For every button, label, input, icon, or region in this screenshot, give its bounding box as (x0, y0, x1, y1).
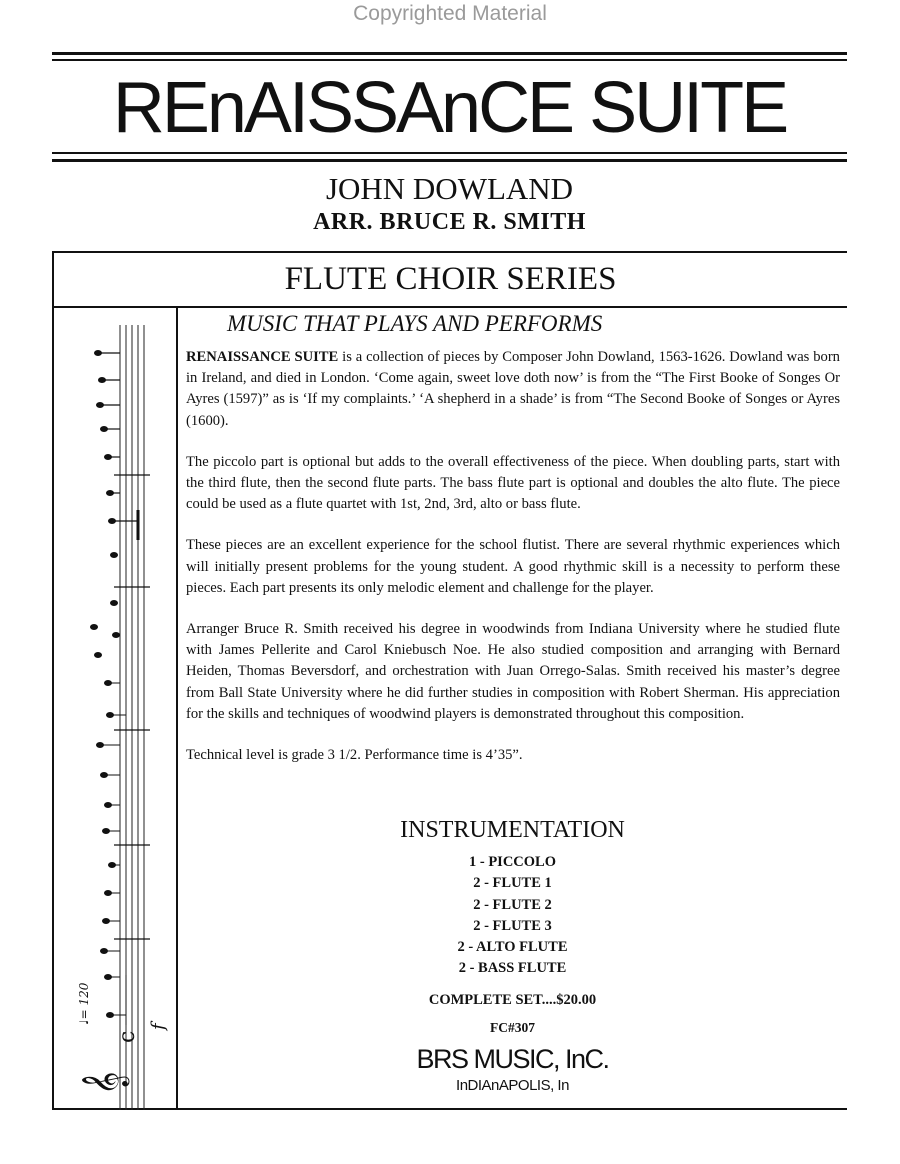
series-tagline: MUSIC THAT PLAYS AND PERFORMS (227, 311, 603, 336)
instrument-item: 1 - PICCOLO (469, 854, 556, 870)
description-paragraph-2: The piccolo part is optional but adds to the overall effectiveness of the piece. When doubling parts, start with the third flute, then the second flute parts. The bass flute part is optional and doubles the alto flute. The piece could be used as a flute quartet with 1st, 2nd, 3rd, alto or bass flute. (186, 453, 840, 513)
description-lead-rest: is a collection of pieces by Composer John Dowland, 1563-1626. Dowland was born in Ireland, and died in London. ‘Come again, sweet love doth now’ is from the “The First Booke of Songes Or Ayres (1597)” as is ‘If my complaints.’ ‘A shepherd in a shade’ is from “The Second Booke of Songes or Ayres (1600). (186, 349, 840, 429)
catalog-number: FC#307 (490, 1020, 535, 1035)
instrument-item: 2 - FLUTE 2 (473, 896, 552, 913)
treble-clef-icon: 𝄞 (82, 1071, 128, 1095)
arranger-name: ARR. BRUCE R. SMITH (313, 209, 586, 235)
publisher-name: BRS MUSIC, InC. (416, 1044, 609, 1074)
complete-set-price: COMPLETE SET....$20.00 (428, 992, 597, 1008)
series-box-divider (52, 306, 847, 308)
note-heads (90, 350, 138, 1018)
top-rule-2 (52, 59, 847, 61)
series-title: FLUTE CHOIR SERIES (284, 261, 617, 297)
dynamic-marking: f (148, 1023, 169, 1030)
music-staff-illustration (77, 325, 170, 1115)
description-paragraph-4: Arranger Bruce R. Smith received his degree in woodwinds from Indiana University where he studied flute with James Pellerite and Carol Kniebusch Noe. He also studied composition and arranging with Bernard Heiden, Thomas Beversdorf, and orchestration with Juan Orrego-Salas. Smith received his master’s degree from Ball State University where he did further studies in composition with Robert Sherman. His appreciation for the skills and techniques of woodwind players is demonstrated throughout this composition. (186, 621, 840, 722)
title-rule-1 (52, 152, 847, 154)
copyright-watermark: Copyrighted Material (353, 2, 547, 25)
top-rule-1 (52, 52, 847, 55)
series-box-bottom (52, 1108, 847, 1110)
composer-name: JOHN DOWLAND (325, 171, 574, 206)
tempo-marking: ♩= 120 (77, 982, 91, 1025)
series-box-left (52, 251, 54, 1110)
instrumentation-list (178, 852, 847, 980)
series-box-top (52, 251, 847, 253)
instrument-item: 2 - ALTO FLUTE (457, 939, 568, 956)
note-stems (102, 683, 126, 1025)
description-paragraph-3: These pieces are an excellent experience for the school flutist. There are several rhythmic experiences which will initially present problems for the young student. A good rhythmic skill is a necessity to perform these pieces. Each part presents its only melodic element and challenge for the player. (186, 537, 840, 596)
publisher-city: InDIAnAPOLIS, In (456, 1077, 569, 1094)
title-rule-2 (52, 159, 847, 162)
staff-lines (120, 325, 144, 1110)
instrument-item: 2 - FLUTE 1 (473, 875, 552, 892)
description-paragraph-5: Technical level is grade 3 1/2. Performance time is 4’35”. (186, 747, 523, 764)
description-lead: RENAISSANCE SUITE (186, 349, 339, 365)
instrument-item: 2 - FLUTE 3 (473, 917, 552, 934)
description-paragraph-1 (186, 347, 840, 432)
description-block (186, 347, 840, 786)
instrumentation-heading: INSTRUMENTATION (400, 817, 625, 843)
time-signature-c: c (115, 1030, 140, 1043)
instrument-item: 2 - BASS FLUTE (458, 960, 567, 977)
suite-title: REnAISSAnCE SUITE (112, 68, 787, 148)
